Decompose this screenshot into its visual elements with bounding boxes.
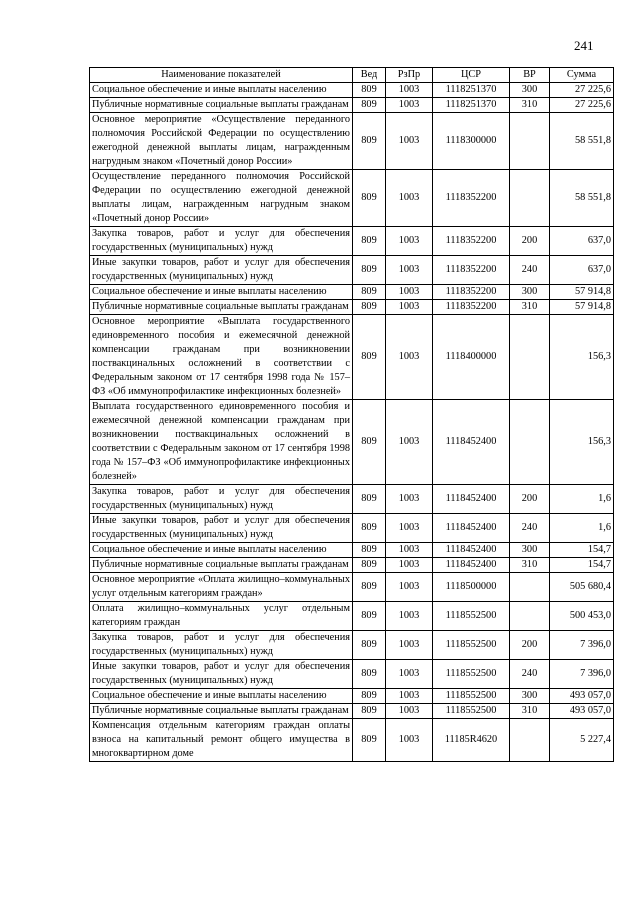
row-ved: 809: [353, 704, 386, 719]
row-csr: 1118452400: [433, 485, 510, 514]
row-sum: 57 914,8: [550, 285, 614, 300]
row-csr: 1118300000: [433, 113, 510, 170]
row-ved: 809: [353, 631, 386, 660]
row-csr: 1118251370: [433, 83, 510, 98]
row-name: Выплата государственного единовременного пособия и ежемесячной денежной компенсации гражданам при возникновении поствакцинальных осложнений в соответствии с Федеральным законом от 17 сентября 1998 года № 157–ФЗ «Об иммунопрофилактике инфекционных болезней»: [90, 400, 353, 485]
row-rzpr: 1003: [386, 660, 433, 689]
table-row: [90, 543, 614, 558]
row-rzpr: 1003: [386, 315, 433, 400]
table-row: [90, 689, 614, 704]
row-rzpr: 1003: [386, 558, 433, 573]
row-ved: 809: [353, 514, 386, 543]
row-rzpr: 1003: [386, 285, 433, 300]
row-vr: 200: [510, 631, 550, 660]
row-ved: 809: [353, 719, 386, 762]
row-vr: 300: [510, 285, 550, 300]
budget-table: [89, 67, 614, 762]
row-csr: 1118452400: [433, 558, 510, 573]
row-vr: 240: [510, 514, 550, 543]
header-sum: Сумма: [550, 68, 614, 83]
table-row: [90, 300, 614, 315]
row-csr: 1118352200: [433, 285, 510, 300]
row-csr: 1118552500: [433, 689, 510, 704]
table-row: [90, 485, 614, 514]
row-ved: 809: [353, 300, 386, 315]
row-ved: 809: [353, 543, 386, 558]
row-csr: 1118500000: [433, 573, 510, 602]
row-vr: 300: [510, 83, 550, 98]
row-sum: 5 227,4: [550, 719, 614, 762]
row-name: Иные закупки товаров, работ и услуг для обеспечения государственных (муниципальных) нужд: [90, 256, 353, 285]
row-rzpr: 1003: [386, 719, 433, 762]
row-sum: 493 057,0: [550, 689, 614, 704]
row-sum: 1,6: [550, 514, 614, 543]
row-ved: 809: [353, 83, 386, 98]
row-sum: 57 914,8: [550, 300, 614, 315]
row-csr: 1118352200: [433, 170, 510, 227]
header-vr: ВР: [510, 68, 550, 83]
row-rzpr: 1003: [386, 543, 433, 558]
row-rzpr: 1003: [386, 485, 433, 514]
row-ved: 809: [353, 485, 386, 514]
table-row: [90, 315, 614, 400]
row-rzpr: 1003: [386, 256, 433, 285]
row-rzpr: 1003: [386, 689, 433, 704]
row-rzpr: 1003: [386, 602, 433, 631]
row-name: Социальное обеспечение и иные выплаты населению: [90, 543, 353, 558]
row-name: Социальное обеспечение и иные выплаты населению: [90, 689, 353, 704]
row-sum: 156,3: [550, 315, 614, 400]
row-ved: 809: [353, 315, 386, 400]
row-sum: 58 551,8: [550, 170, 614, 227]
row-name: Иные закупки товаров, работ и услуг для обеспечения государственных (муниципальных) нужд: [90, 514, 353, 543]
row-rzpr: 1003: [386, 83, 433, 98]
row-ved: 809: [353, 113, 386, 170]
row-name: Публичные нормативные социальные выплаты гражданам: [90, 300, 353, 315]
row-rzpr: 1003: [386, 400, 433, 485]
row-vr: 200: [510, 485, 550, 514]
row-ved: 809: [353, 558, 386, 573]
row-vr: [510, 400, 550, 485]
row-csr: 1118452400: [433, 514, 510, 543]
row-vr: 310: [510, 98, 550, 113]
row-vr: [510, 170, 550, 227]
table-row: [90, 660, 614, 689]
row-name: Закупка товаров, работ и услуг для обеспечения государственных (муниципальных) нужд: [90, 227, 353, 256]
row-sum: 154,7: [550, 543, 614, 558]
row-sum: 7 396,0: [550, 631, 614, 660]
row-ved: 809: [353, 689, 386, 704]
row-name: Закупка товаров, работ и услуг для обеспечения государственных (муниципальных) нужд: [90, 485, 353, 514]
header-ved: Вед: [353, 68, 386, 83]
header-name: Наименование показателей: [90, 68, 353, 83]
row-csr: 1118552500: [433, 602, 510, 631]
row-name: Публичные нормативные социальные выплаты гражданам: [90, 558, 353, 573]
row-csr: 1118452400: [433, 400, 510, 485]
row-vr: [510, 602, 550, 631]
table-row: [90, 227, 614, 256]
row-csr: 1118352200: [433, 300, 510, 315]
table-row: [90, 514, 614, 543]
row-name: Оплата жилищно–коммунальных услуг отдельным категориям граждан: [90, 602, 353, 631]
row-csr: 1118452400: [433, 543, 510, 558]
row-vr: 310: [510, 558, 550, 573]
header-csr: ЦСР: [433, 68, 510, 83]
row-csr: 1118552500: [433, 660, 510, 689]
row-sum: 637,0: [550, 227, 614, 256]
row-ved: 809: [353, 660, 386, 689]
row-name: Осуществление переданного полномочия Российской Федерации по осуществлению ежегодной денежной выплаты лицам, награжденным нагрудным знаком «Почетный донор России»: [90, 170, 353, 227]
row-sum: 505 680,4: [550, 573, 614, 602]
row-vr: [510, 573, 550, 602]
row-name: Закупка товаров, работ и услуг для обеспечения государственных (муниципальных) нужд: [90, 631, 353, 660]
row-csr: 1118552500: [433, 631, 510, 660]
row-vr: 240: [510, 256, 550, 285]
row-ved: 809: [353, 400, 386, 485]
row-ved: 809: [353, 170, 386, 227]
table-row: [90, 602, 614, 631]
header-rzpr: РзПр: [386, 68, 433, 83]
row-name: Основное мероприятие «Выплата государственного единовременного пособия и ежемесячной денежной компенсации гражданам при возникновении поствакцинальных осложнений в соответствии с Федеральным законом от 17 сентября 1998 года № 157–ФЗ «Об иммунопрофилактике инфекционных болезней»: [90, 315, 353, 400]
row-ved: 809: [353, 573, 386, 602]
row-csr: 11185R4620: [433, 719, 510, 762]
table-row: [90, 285, 614, 300]
table-row: [90, 400, 614, 485]
row-name: Социальное обеспечение и иные выплаты населению: [90, 285, 353, 300]
row-name: Основное мероприятие «Осуществление переданного полномочия Российской Федерации по осуществлению ежегодной денежной выплаты лицам, награжденным нагрудным знаком «Почетный донор России»: [90, 113, 353, 170]
row-vr: 310: [510, 300, 550, 315]
row-name: Иные закупки товаров, работ и услуг для обеспечения государственных (муниципальных) нужд: [90, 660, 353, 689]
row-rzpr: 1003: [386, 98, 433, 113]
row-ved: 809: [353, 98, 386, 113]
row-rzpr: 1003: [386, 704, 433, 719]
row-sum: 500 453,0: [550, 602, 614, 631]
row-csr: 1118352200: [433, 227, 510, 256]
row-rzpr: 1003: [386, 170, 433, 227]
row-sum: 156,3: [550, 400, 614, 485]
row-csr: 1118352200: [433, 256, 510, 285]
row-vr: 240: [510, 660, 550, 689]
row-vr: 200: [510, 227, 550, 256]
row-rzpr: 1003: [386, 300, 433, 315]
row-name: Основное мероприятие «Оплата жилищно–коммунальных услуг отдельным категориям граждан»: [90, 573, 353, 602]
row-csr: 1118552500: [433, 704, 510, 719]
row-rzpr: 1003: [386, 573, 433, 602]
row-vr: 310: [510, 704, 550, 719]
row-csr: 1118400000: [433, 315, 510, 400]
row-vr: [510, 113, 550, 170]
row-rzpr: 1003: [386, 227, 433, 256]
row-sum: 154,7: [550, 558, 614, 573]
table-row: [90, 573, 614, 602]
row-sum: 58 551,8: [550, 113, 614, 170]
table-row: [90, 719, 614, 762]
row-ved: 809: [353, 227, 386, 256]
table-row: [90, 83, 614, 98]
table-row: [90, 98, 614, 113]
row-ved: 809: [353, 602, 386, 631]
row-sum: 1,6: [550, 485, 614, 514]
row-name: Публичные нормативные социальные выплаты гражданам: [90, 98, 353, 113]
row-name: Компенсация отдельным категориям граждан оплаты взноса на капитальный ремонт общего имущества в многоквартирном доме: [90, 719, 353, 762]
row-sum: 493 057,0: [550, 704, 614, 719]
table-row: [90, 631, 614, 660]
row-rzpr: 1003: [386, 113, 433, 170]
row-sum: 27 225,6: [550, 98, 614, 113]
row-sum: 27 225,6: [550, 83, 614, 98]
row-vr: [510, 719, 550, 762]
row-vr: 300: [510, 689, 550, 704]
row-rzpr: 1003: [386, 514, 433, 543]
row-name: Социальное обеспечение и иные выплаты населению: [90, 83, 353, 98]
table-row: [90, 704, 614, 719]
table-row: [90, 170, 614, 227]
row-ved: 809: [353, 256, 386, 285]
table-header-row: [90, 68, 614, 83]
table-row: [90, 558, 614, 573]
page-number: 241: [574, 38, 594, 53]
row-ved: 809: [353, 285, 386, 300]
table-body: [90, 83, 614, 762]
row-name: Публичные нормативные социальные выплаты гражданам: [90, 704, 353, 719]
row-csr: 1118251370: [433, 98, 510, 113]
table-row: [90, 113, 614, 170]
row-vr: 300: [510, 543, 550, 558]
row-vr: [510, 315, 550, 400]
table-row: [90, 256, 614, 285]
row-sum: 637,0: [550, 256, 614, 285]
row-sum: 7 396,0: [550, 660, 614, 689]
row-rzpr: 1003: [386, 631, 433, 660]
